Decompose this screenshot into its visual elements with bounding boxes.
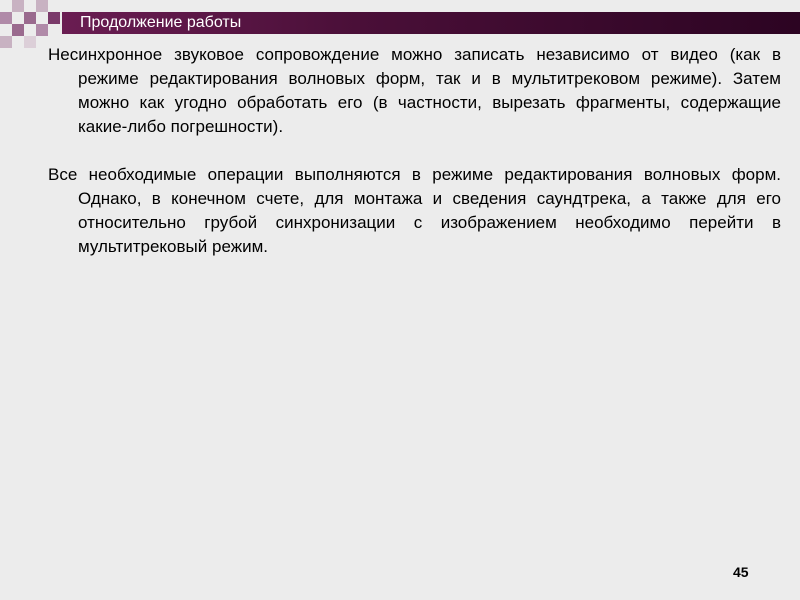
page-number: 45 [733,564,749,580]
paragraph-1: Несинхронное звуковое сопровождение можно записать независимо от видео (как в режиме редактирования волновых форм, так и в мультитрековом режиме). Затем можно как угодно обработать его (в частности, вырезать фрагменты, содержащие какие-либо погрешности). [48,45,781,136]
checker-cell [0,12,12,24]
checker-cell [36,24,48,36]
checker-cell [12,0,24,12]
title-bar [62,12,800,34]
paragraph-2: Все необходимые операции выполняются в режиме редактирования волновых форм. Однако, в конечном счете, для монтажа и сведения саундтрека, а также для его относительно грубой синхронизации с изображением необходимо перейти в мультитрековый режим. [48,165,781,256]
slide-title: Продолжение работы [80,14,242,31]
checker-cell [24,36,36,48]
checker-cell [48,12,60,24]
checker-cell [24,12,36,24]
slide-content [48,43,781,283]
checker-cell [12,24,24,36]
checker-cell [0,36,12,48]
checker-cell [36,0,48,12]
